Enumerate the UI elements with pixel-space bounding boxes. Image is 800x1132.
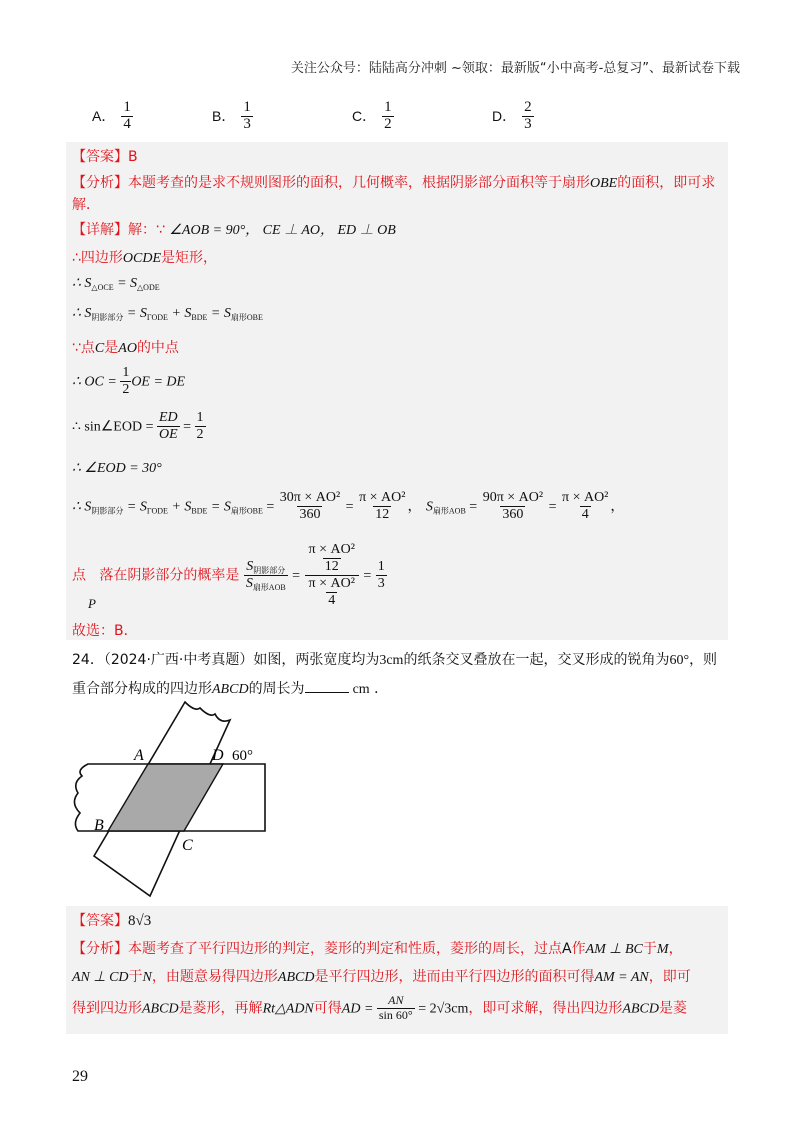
q23-answer: 【答案】B <box>72 149 138 165</box>
label-b: B <box>94 817 104 834</box>
q23-step-sector-areas: ∴ $S_{阴影部分} = S_{\Gamma ODE} + S_{BDE} = S_{扇形OBE}$ = $\frac{\text{30π × AO²}}{360}$ = $\frac{\text{π × AO²}}{12}$ ， $S_{扇形AOB}$ = $\frac{\text{90π × AO²}}{360}$ = $\frac{\text{π × AO²}}{4}$ ， <box>72 490 625 523</box>
q24-figure <box>70 698 280 904</box>
label-d: D <box>212 747 224 764</box>
label-c: C <box>182 837 193 854</box>
q23-choose: 故选：B． <box>72 623 138 639</box>
label-angle: 60° <box>232 748 253 764</box>
option-d-fraction: $\frac{2}{3}$ <box>524 99 532 132</box>
q23-step-area-eq: ∴ $S_{\triangle OCE} = S_{\triangle ODE}$ <box>72 276 160 292</box>
option-b: B． $\frac{1}{3}$ <box>212 99 251 132</box>
option-a: A． $\frac{1}{4}$ <box>92 99 131 132</box>
q23-step-shaded-area: ∴ $S_{阴影部分} = S_{\Gamma ODE} + S_{BDE} = S_{扇形OBE}$ <box>72 306 263 322</box>
label-a: A <box>134 747 144 764</box>
q24-question: 24．（2024·广西·中考真题）如图，两张宽度均为3cm的纸条交叉叠放在一起，交叉形成的锐角为60°，则 重合部分构成的四边形ABCD的周长为 cm ． <box>72 652 718 697</box>
q24-solution-box <box>66 906 728 1034</box>
q23-analysis: 【分析】本题考查的是求不规则图形的面积，几何概率，根据阴影部分面积等于扇形OBE的面积，即可求 <box>72 175 716 191</box>
option-b-fraction: $\frac{1}{3}$ <box>243 99 251 132</box>
q23-p-symbol: P <box>88 596 96 611</box>
q23-step-probability: 点 落在阴影部分的概率是 $\frac{S_{阴影部分}}{S_{扇形AOB}}$ = $\frac{\frac{\text{π × AO²}}{12}}{\frac{\text{π × AO²}}{4}}$ = $\frac{1}{3}$ <box>72 542 385 609</box>
option-c-fraction: $\frac{1}{2}$ <box>384 99 392 132</box>
q23-solution-box <box>66 142 728 640</box>
q23-step-oc: ∴ OC = $\frac{1}{2}$ OE = DE <box>72 365 186 398</box>
option-a-fraction: $\frac{1}{4}$ <box>123 99 131 132</box>
answer-blank <box>305 680 349 693</box>
option-c: C． $\frac{1}{2}$ <box>352 99 392 132</box>
q23-step-rectangle: ∴四边形OCDE是矩形， <box>72 250 218 266</box>
q24-analysis-line2: AN ⊥ CD于N，由题意易得四边形ABCD是平行四边形，进而由平行四边形的面积可得AM = AN，即可 <box>72 969 691 985</box>
q24-answer: 【答案】8√3 <box>72 913 152 929</box>
q24-analysis-line3: 得到四边形ABCD是菱形，再解Rt△ADN可得AD = $\frac{AN}{\sin 60^\circ}$ = 2√3cm，即可求解，得出四边形ABCD是菱 <box>72 993 687 1022</box>
q23-step-midpoint: ∵点C是AO的中点 <box>72 340 179 356</box>
q24-analysis-line1: 【分析】本题考查了平行四边形的判定，菱形的判定和性质，菱形的周长，过点A作AM ⊥ BC于M， <box>72 941 683 957</box>
q23-step-sin: ∴ sin∠EOD = $\frac{ED}{OE}$ = $\frac{1}{2}$ <box>72 410 204 443</box>
option-d: D． $\frac{2}{3}$ <box>492 99 532 132</box>
q23-analysis-cont: 解． <box>72 197 100 213</box>
q23-detail: 【详解】解：∵ ∠AOB = 90°， CE ⊥ AO， ED ⊥ OB <box>72 222 396 238</box>
page-number: 29 <box>72 1068 88 1085</box>
page-header: 关注公众号：陆陆高分冲刺 ~领取：最新版“小中高考-总复习”、最新试卷下载 <box>290 61 740 76</box>
q23-step-angle: ∴ ∠EOD = 30° <box>72 461 162 476</box>
